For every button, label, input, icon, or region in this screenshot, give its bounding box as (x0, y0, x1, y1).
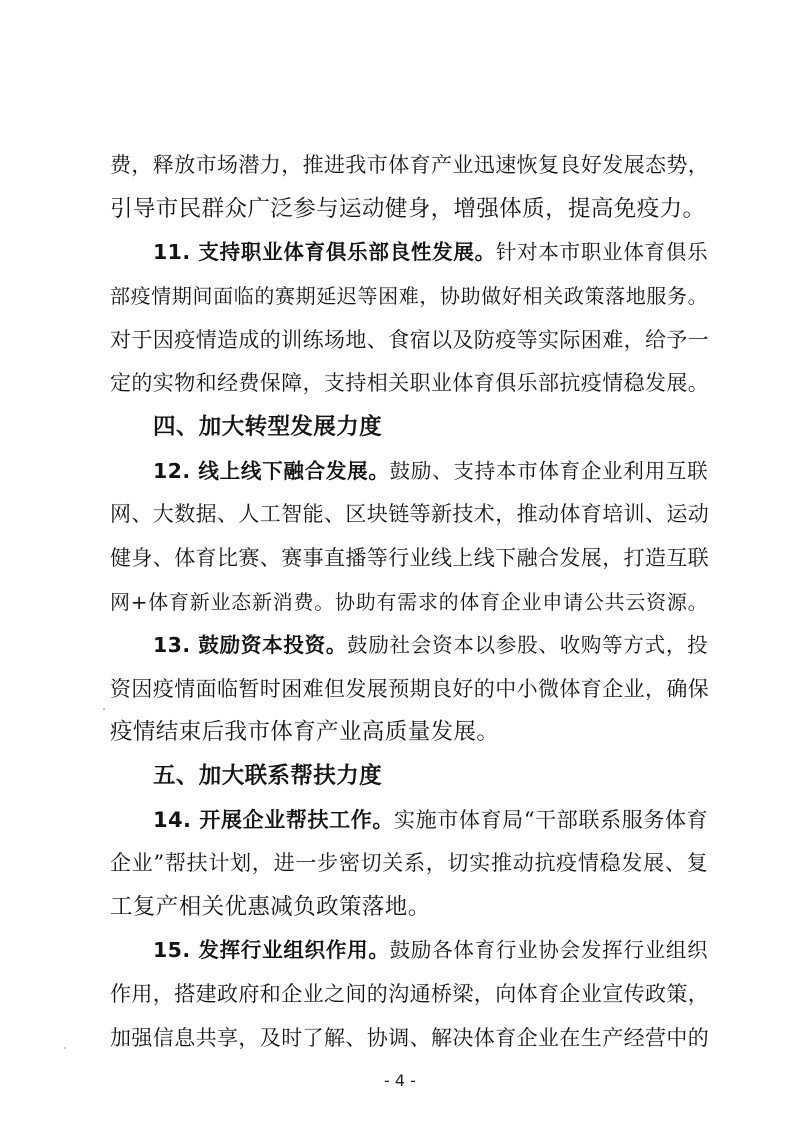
item-14-first-line (153, 805, 708, 835)
paragraph-line: 疫情结束后我市体育产业高质量发展。 (110, 719, 500, 745)
item-12-heading: 12. 线上线下融合发展。 (153, 459, 390, 483)
section-heading-4: 四、加大转型发展力度 (153, 414, 383, 440)
paragraph-line: 加强信息共享，及时了解、协调、解决体育企业在生产经营中的 (110, 1026, 710, 1050)
paragraph-line: 健身、体育比赛、赛事直播等行业线上线下融合发展，打造互联 (110, 546, 710, 570)
page-number: - 4 - (384, 1071, 416, 1090)
paragraph-line: 企业”帮扶计划，进一步密切关系，切实推动抗疫情稳发展、复 (110, 851, 708, 875)
item-11-first-line (153, 237, 708, 267)
paragraph-line: 资因疫情面临暂时困难但发展预期良好的中小微体育企业，确保 (110, 677, 710, 701)
item-12-first-line (153, 456, 708, 486)
section-heading-5: 五、加大联系帮扶力度 (153, 763, 383, 789)
item-14-heading: 14. 开展企业帮扶工作。 (153, 808, 395, 832)
item-15-text: 鼓励各体育行业协会发挥行业组织 (389, 938, 709, 962)
item-13-text: 鼓励社会资本以参股、收购等方式，投 (347, 633, 708, 657)
paragraph-line: 网+体育新业态新消费。协助有需求的体育企业申请公共云资源。 (110, 590, 708, 614)
scan-speck (103, 708, 105, 710)
item-14-text: 实施市体育局“干部联系服务体育 (394, 808, 708, 832)
paragraph-line: 部疫情期间面临的赛期延迟等困难，协助做好相关政策落地服务。 (110, 284, 708, 308)
paragraph-line: 网、大数据、人工智能、区块链等新技术，推动体育培训、运动 (110, 502, 710, 526)
item-12-text: 鼓励、支持本市体育企业利用互联 (389, 459, 709, 483)
item-15-heading: 15. 发挥行业组织作用。 (153, 938, 390, 962)
item-13-first-line (153, 630, 708, 660)
item-11-text: 针对本市职业体育俱乐 (495, 240, 709, 264)
paragraph-line: 定的实物和经费保障，支持相关职业体育俱乐部抗疫情稳发展。 (110, 371, 710, 395)
item-15-first-line (153, 935, 708, 965)
paragraph-line: 费，释放市场潜力，推进我市体育产业迅速恢复良好发展态势， (110, 153, 710, 177)
scan-speck (64, 1047, 66, 1049)
paragraph-line: 作用，搭建政府和企业之间的沟通桥梁，向体育企业宣传政策， (110, 982, 710, 1006)
paragraph-line: 工复产相关优惠减负政策落地。 (110, 894, 431, 920)
item-13-heading: 13. 鼓励资本投资。 (153, 633, 348, 657)
paragraph-line: 对于因疫情造成的训练场地、食宿以及防疫等实际困难，给予一 (110, 328, 710, 352)
paragraph-line: 引导市民群众广泛参与运动健身，增强体质，提高免疫力。 (110, 196, 706, 222)
item-11-heading: 11. 支持职业体育俱乐部良性发展。 (153, 240, 496, 264)
